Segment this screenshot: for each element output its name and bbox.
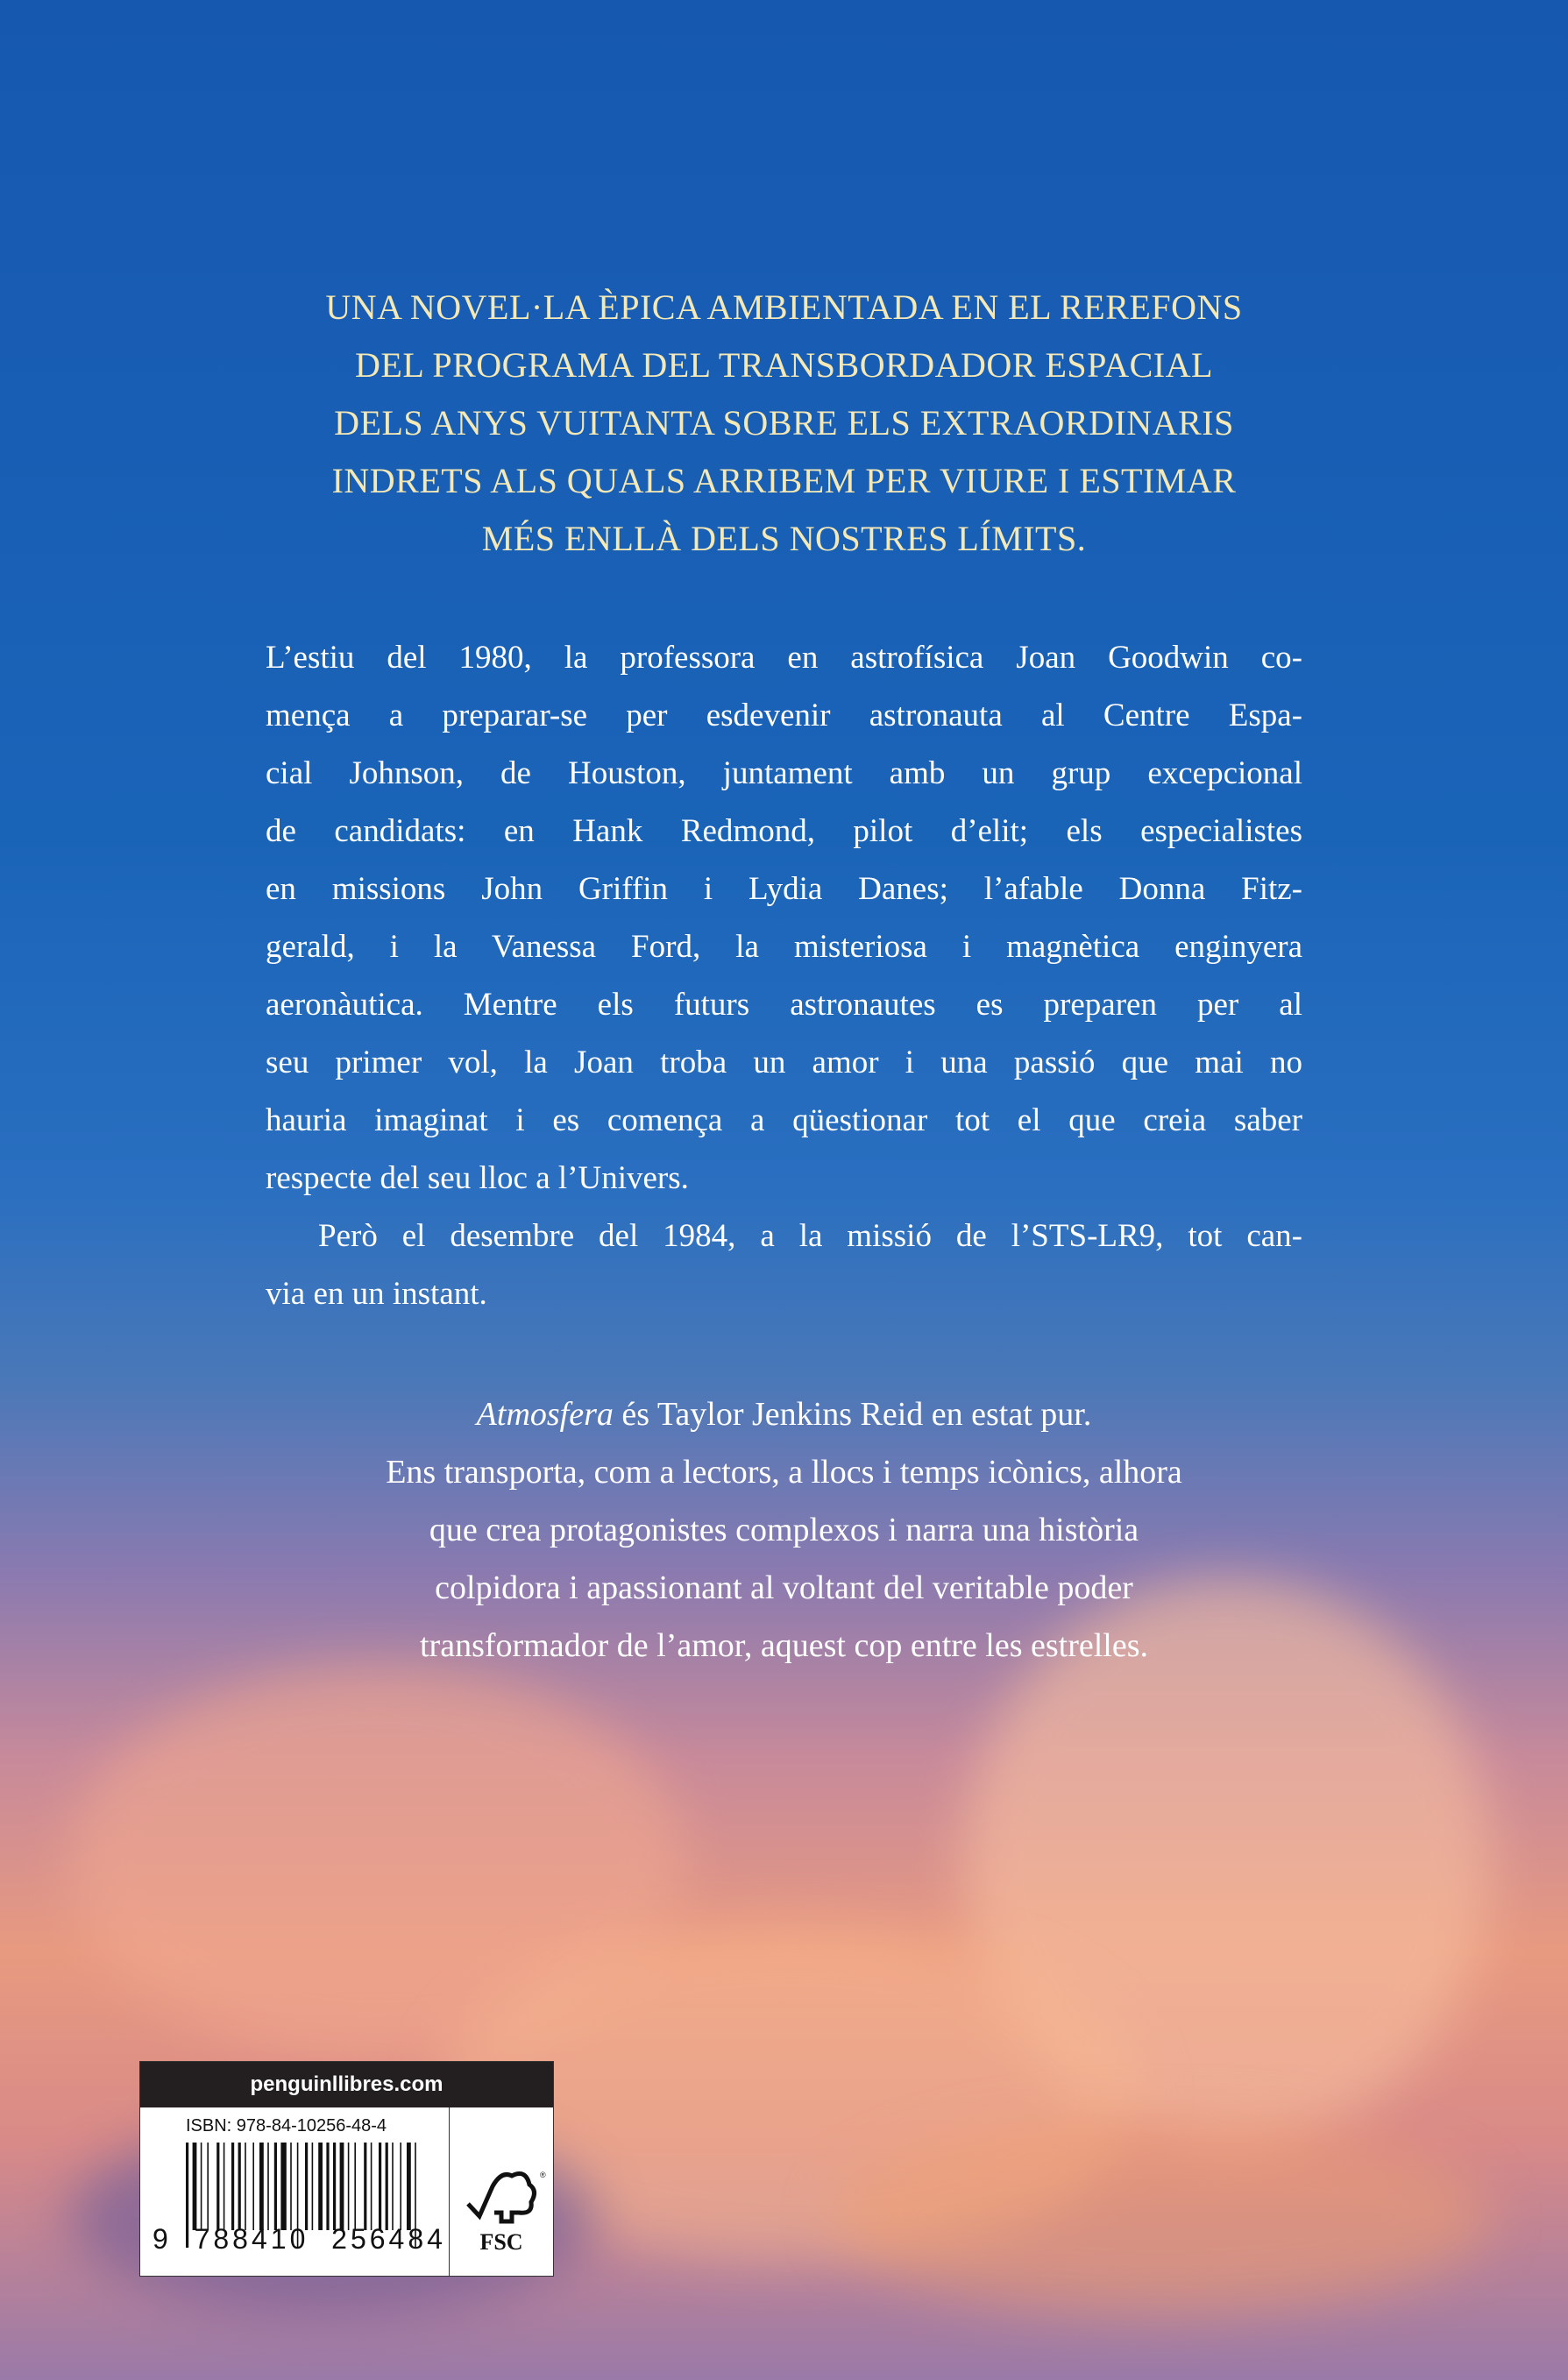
headline-line: DEL PROGRAMA DEL TRANSBORDADOR ESPACIAL xyxy=(355,345,1213,385)
synopsis-line: cial Johnson, de Houston, juntament amb un grup excepcional xyxy=(266,755,1302,791)
blurb-line: Ens transporta, com a lectors, a llocs i temps icònics, alhora xyxy=(386,1454,1182,1491)
cloud xyxy=(833,2121,1490,2313)
barcode-bar xyxy=(201,2143,202,2230)
barcode-bar xyxy=(318,2143,323,2230)
headline-line: DELS ANYS VUITANTA SOBRE ELS EXTRAORDINARIS xyxy=(334,403,1234,443)
barcode-area xyxy=(140,2107,450,2277)
barcode-bar xyxy=(407,2143,411,2230)
synopsis-line: aeronàutica. Mentre els futurs astronautes es preparen per al xyxy=(266,987,1302,1023)
barcode-bar xyxy=(193,2143,197,2230)
blurb-line xyxy=(0,1385,1568,1443)
blurb-line: que crea protagonistes complexos i narra una història xyxy=(429,1512,1139,1548)
barcode-bar xyxy=(340,2143,344,2230)
barcode-bar xyxy=(252,2143,254,2230)
barcode-bar xyxy=(267,2143,269,2230)
svg-text:®: ® xyxy=(540,2171,546,2179)
barcode-bar xyxy=(386,2143,388,2230)
synopsis-line: seu primer vol, la Joan troba un amor i una passió que mai no xyxy=(266,1045,1302,1080)
barcode-bar xyxy=(231,2143,234,2230)
barcode-bar xyxy=(290,2143,292,2230)
synopsis xyxy=(266,629,1302,1323)
headline-line: MÉS ENLLÀ DELS NOSTRES LÍMITS. xyxy=(481,519,1087,558)
barcode-bar xyxy=(348,2143,350,2230)
barcode-bar xyxy=(207,2143,209,2230)
synopsis-line: Però el desembre del 1984, a la missió de l’STS-LR9, tot can- xyxy=(318,1218,1302,1254)
synopsis-line: via en un instant. xyxy=(266,1276,487,1312)
synopsis-line: de candidats: en Hank Redmond, pilot d’elit; els especialistes xyxy=(266,813,1302,849)
blurb-line: colpidora i apassionant al voltant del veritable poder xyxy=(435,1569,1133,1606)
synopsis-line: L’estiu del 1980, la professora en astrofísica Joan Goodwin co- xyxy=(266,640,1302,676)
barcode-bar xyxy=(400,2143,401,2230)
barcode-bar xyxy=(392,2143,394,2230)
synopsis-line: gerald, i la Vanessa Ford, la misteriosa i magnètica enginyera xyxy=(266,929,1302,965)
headline-line: INDRETS ALS QUALS ARRIBEM PER VIURE I ESTIMAR xyxy=(331,461,1237,500)
barcode-bar xyxy=(280,2143,286,2230)
website-label: penguinllibres.com xyxy=(140,2062,553,2107)
barcode-bar xyxy=(216,2143,219,2230)
barcode-box xyxy=(139,2061,554,2277)
headline xyxy=(0,279,1568,568)
barcode-bar xyxy=(371,2143,372,2230)
svg-text:FSC: FSC xyxy=(479,2229,523,2255)
synopsis-line: en missions John Griffin i Lydia Danes; l’afable Donna Fitz- xyxy=(266,871,1302,907)
book-title: Atmosfera xyxy=(476,1396,614,1433)
barcode-bar xyxy=(379,2143,381,2230)
barcode-digits: 9 788410 256484 xyxy=(153,2223,446,2255)
barcode-bar xyxy=(223,2143,225,2230)
barcode-bar xyxy=(245,2143,246,2230)
barcode-bar xyxy=(326,2143,329,2230)
barcode-bar xyxy=(274,2143,277,2230)
synopsis-line: hauria imaginat i es comença a qüestionar tot el que creia saber xyxy=(266,1102,1302,1138)
synopsis-line: mença a preparar-se per esdevenir astronauta al Centre Espa- xyxy=(266,698,1302,733)
fsc-logo-icon xyxy=(449,2107,554,2277)
headline-line: UNA NOVEL·LA ÈPICA AMBIENTADA EN EL REREFONS xyxy=(325,287,1243,327)
barcode-bar xyxy=(312,2143,314,2230)
isbn-text: ISBN: 978-84-10256-48-4 xyxy=(186,2116,387,2136)
barcode-bar xyxy=(364,2143,366,2230)
synopsis-line: respecte del seu lloc a l’Univers. xyxy=(266,1160,689,1196)
barcode-bar xyxy=(354,2143,356,2230)
barcode-bar xyxy=(305,2143,308,2230)
barcode-bar xyxy=(238,2143,241,2230)
barcode-bar xyxy=(333,2143,336,2230)
blurb-line: transformador de l’amor, aquest cop entre les estrelles. xyxy=(420,1627,1148,1664)
barcode-bar xyxy=(259,2143,264,2230)
blurb-text: és Taylor Jenkins Reid en estat pur. xyxy=(613,1396,1092,1433)
blurb xyxy=(0,1385,1568,1675)
